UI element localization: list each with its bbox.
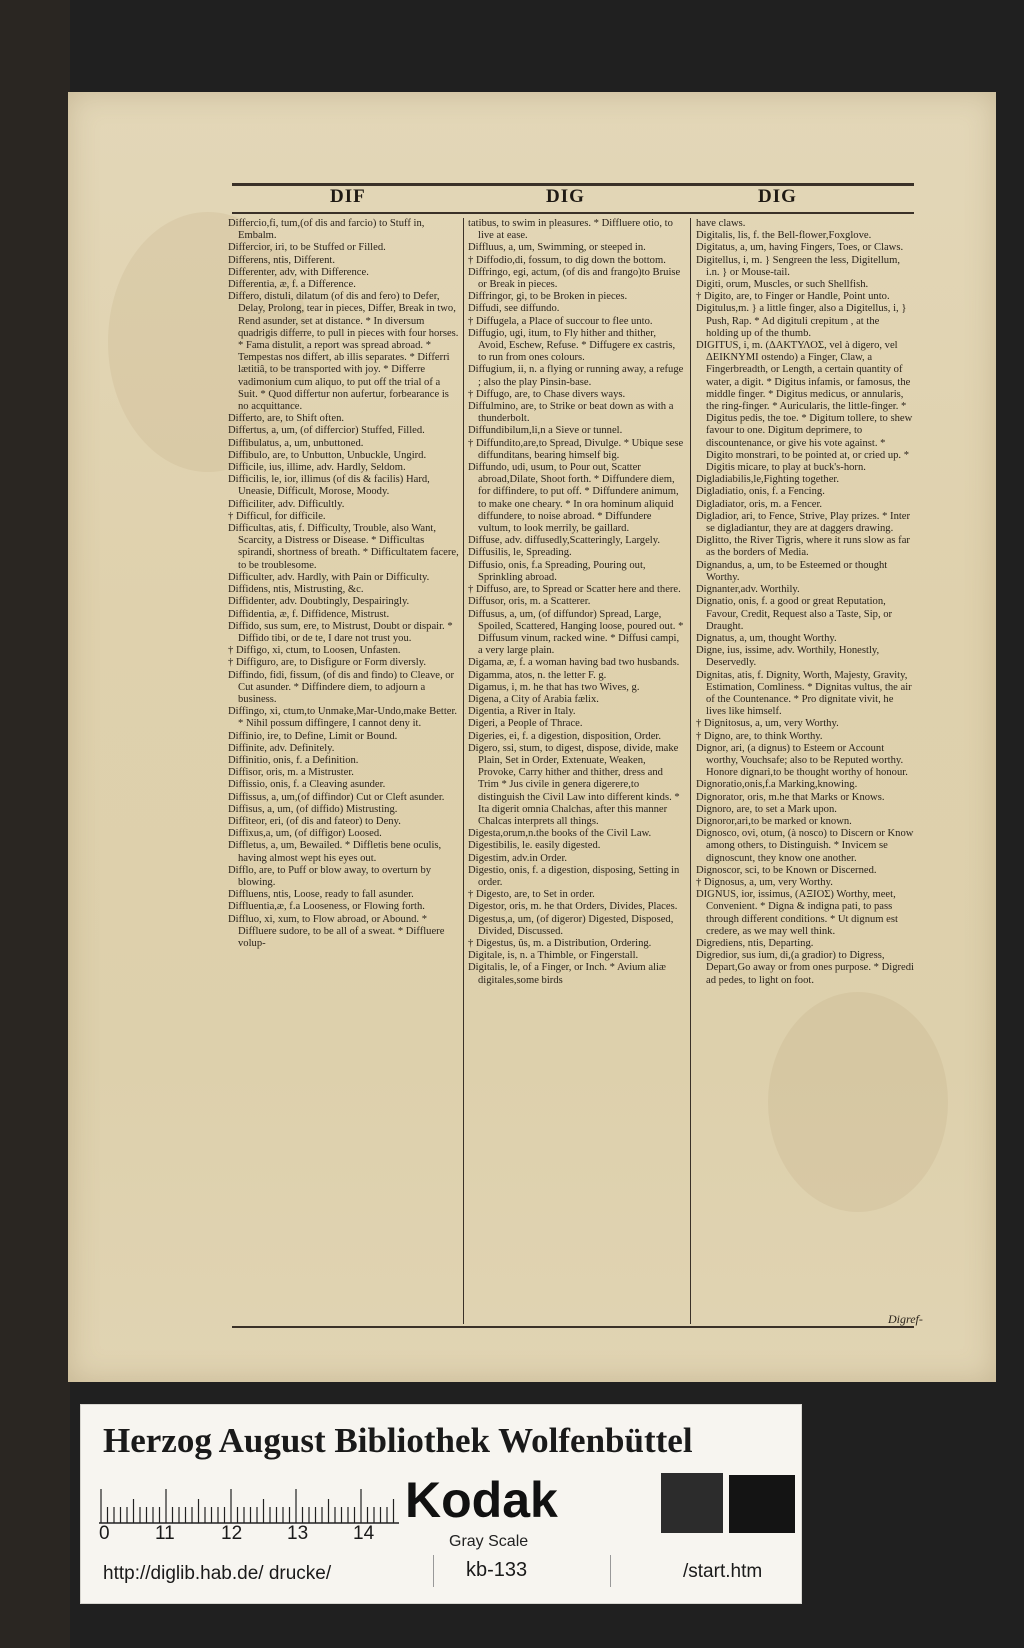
dictionary-entry: Diffringor, gi, to be Broken in pieces. xyxy=(468,291,628,303)
dictionary-entry: Diffusus, a, um, (of diffundor) Spread, Large, Spoiled, Scattered, Hanging loose, poured out. * Diffusum vinum, racked wine. * Diffusi campi, a very large plain. xyxy=(468,608,684,657)
ruler-number: 13 xyxy=(287,1523,309,1544)
dictionary-entry: Difficulter, adv. Hardly, with Pain or Difficulty. xyxy=(228,571,430,583)
dictionary-entry: † Digno, are, to think Worthy. xyxy=(696,730,823,742)
catchword: Digref- xyxy=(888,1312,923,1326)
dictionary-entry: Diffulmino, are, to Strike or beat down as with a thunderbolt. xyxy=(468,401,674,425)
dictionary-entry: † Diffugela, a Place of succour to flee unto. xyxy=(468,315,653,327)
dictionary-entry: Digitulus,m. } a little finger, also a Digitellus, i, } Push, Rap. * Ad digituli crepitum , at the holding up of the thumb. xyxy=(696,303,907,339)
ruler-scale xyxy=(99,1489,399,1525)
dictionary-entry: tatibus, to swim in pleasures. * Diffluere otio, to live at ease. xyxy=(468,218,673,242)
dictionary-entry: † Diffundito,are,to Spread, Divulge. * Ubique sese diffunditans, bearing himself big. xyxy=(468,437,684,461)
dictionary-entry: Digladiabilis,le,Fighting together. xyxy=(696,474,839,486)
dictionary-entry: Digestibilis, le. easily digested. xyxy=(468,840,601,852)
shelfmark-code: kb-133 xyxy=(466,1559,528,1581)
dictionary-entry: Diffringo, egi, actum, (of dis and frango)to Bruise or Break in pieces. xyxy=(468,266,681,291)
dictionary-entry: Digestim, adv.in Order. xyxy=(468,852,568,864)
dictionary-entry: Diffingo, xi, ctum,to Unmake,Mar-Undo,make Better. * Nihil possum diffingere, I cannot deny it. xyxy=(228,706,458,730)
dictionary-entry: Digitatus, a, um, having Fingers, Toes, or Claws. xyxy=(696,242,904,254)
dictionary-entry: Differentia, æ, f. a Difference. xyxy=(228,279,356,291)
dictionary-column-2 xyxy=(468,218,686,1324)
dictionary-entry: Diffusilis, le, Spreading. xyxy=(468,547,572,559)
dictionary-entry: Digena, a City of Arabia fælix. xyxy=(468,693,599,705)
dictionary-entry: DIGNUS, ior, issimus, (ΑΞΙΟΣ) Worthy, meet, Convenient. * Digna & indigna pati, to pass through different conditions. * Ut dignum est credere, as we may well think. xyxy=(696,889,898,937)
dictionary-entry: Digitalis, lis, f. the Bell-flower,Foxglove. xyxy=(696,230,872,242)
dictionary-entry: † Diffodio,di, fossum, to dig down the bottom. xyxy=(468,254,666,266)
dictionary-entry: Diffido, sus sum, ere, to Mistrust, Doubt or dispair. * Diffido tibi, or de te, I dare not trust you. xyxy=(228,620,453,644)
dictionary-entry: Differenter, adv, with Difference. xyxy=(228,266,369,278)
dictionary-entry: Difficilis, le, ior, illimus (of dis & facilis) Hard, Uneasie, Difficult, Morose, Moody. xyxy=(228,474,430,498)
dictionary-entry: Diffugio, ugi, itum, to Fly hither and thither, Avoid, Eschew, Refuse. * Diffugere ex castris, to run from ones colours. xyxy=(468,327,676,364)
dictionary-entry: Diffidenter, adv. Doubtingly, Despairingly. xyxy=(228,596,410,608)
ruler-numbers xyxy=(99,1523,409,1545)
dictionary-entry: Diffluens, ntis, Loose, ready to fall asunder. xyxy=(228,889,414,901)
dictionary-entry: Diffisus, a, um, (of diffido) Mistrusting. xyxy=(228,803,398,815)
dictionary-entry: Digestio, onis, f. a digestion, disposing, Setting in order. xyxy=(468,864,680,888)
dictionary-entry: † Digestus, ûs, m. a Distribution, Ordering. xyxy=(468,937,652,949)
dictionary-entry: Diffudi, see diffundo. xyxy=(468,303,560,315)
dictionary-entry: † Digito, are, to Finger or Handle, Point unto. xyxy=(696,291,890,303)
dictionary-entry: Digitellus, i, m. } Sengreen the less, Digitellum, i.n. } or Mouse-tail. xyxy=(696,254,900,278)
dictionary-entry: Digeri, a People of Thrace. xyxy=(468,718,583,730)
dictionary-entry: † Dignitosus, a, um, very Worthy. xyxy=(696,718,839,730)
ruler-number: 11 xyxy=(155,1523,175,1544)
dictionary-entry: Differtus, a, um, (of differcior) Stuffed, Filled. xyxy=(228,425,425,437)
dictionary-entry: Diffluus, a, um, Swimming, or steeped in. xyxy=(468,242,646,254)
dictionary-entry: Digiti, orum, Muscles, or such Shellfish. xyxy=(696,279,869,291)
kodak-logo-text: Kodak xyxy=(405,1472,558,1528)
dictionary-entry: † Diffugo, are, to Chase divers ways. xyxy=(468,388,626,400)
dictionary-entry: † Difficul, for difficile. xyxy=(228,510,326,522)
dictionary-entry: Differcio,fi, tum,(of dis and farcio) to Stuff in, Embalm. xyxy=(228,218,425,242)
bottom-rule xyxy=(232,1326,914,1328)
start-page-url: /start.htm xyxy=(683,1561,763,1582)
dictionary-entry: Digredior, sus ium, di,(a gradior) to Digress, Depart,Go away or from ones purpose. * Digredi ad pedes, to light on foot. xyxy=(696,950,914,986)
ruler-number: 12 xyxy=(221,1523,243,1544)
dictionary-entry: Dignoscor, sci, to be Known or Discerned. xyxy=(696,864,877,876)
dictionary-entry: Digitalis, le, of a Finger, or Inch. * Avium aliæ digitales,some birds xyxy=(468,962,666,986)
gray-scale-label: Gray Scale xyxy=(449,1533,529,1550)
dictionary-entry: Diffissus, a, um,(of diffindor) Cut or Cleft asunder. xyxy=(228,791,445,803)
dictionary-entry: Digamus, i, m. he that has two Wives, g. xyxy=(468,681,640,693)
running-head-center: DIG xyxy=(546,186,585,207)
dictionary-entry: Difficultas, atis, f. Difficulty, Trouble, also Want, Scarcity, a Distress or Disease. * Difficultas spirandi, shortness of breath. * Difficultatem facere, to be troublesome. xyxy=(228,523,459,571)
dictionary-entry: Dignatus, a, um, thought Worthy. xyxy=(696,632,837,644)
dictionary-entry: Digitale, is, n. a Thimble, or Fingerstall. xyxy=(468,950,639,962)
dictionary-entry: Differo, distuli, dilatum (of dis and fero) to Defer, Delay, Prolong, tear in pieces, Differ, Break in two, Rend asunder, set at distance. * In diversum quadrigis differre, to pull in pieces with four horses. * Fama distulit, a report was spread abroad. * Tempestas nos differt, ab illis separates. * Differri lætitiâ, to be transported with joy. * Differre vadimonium cum aliquo, to put off the trial of a Suit. * Quod differtur non aufertur, forbearance is no acquittance. xyxy=(228,291,459,413)
dictionary-entry: Diffixus,a, um, (of diffigor) Loosed. xyxy=(228,828,382,840)
dictionary-entry: Diffidens, ntis, Mistrusting, &c. xyxy=(228,584,364,596)
dictionary-entry: Diffindo, fidi, fissum, (of dis and findo) to Cleave, or Cut asunder. * Diffindere diem, to adjourn a business. xyxy=(228,669,455,705)
digital-library-url: http://diglib.hab.de/ drucke/ xyxy=(103,1563,332,1584)
dictionary-entry: Digne, ius, issime, adv. Worthily, Honestly, Deservedly. xyxy=(696,645,880,669)
dictionary-entry: Diffissio, onis, f. a Cleaving asunder. xyxy=(228,779,386,791)
dictionary-entry: Diffuse, adv. diffusedly,Scatteringly, Largely. xyxy=(468,535,661,547)
ruler-number: 0 xyxy=(99,1523,110,1544)
dictionary-entry: Diffundo, udi, usum, to Pour out, Scatter abroad,Dilate, Shoot forth. * Diffundere diem, for diffindere, to put off. * Diffundere animum, to make one cheary. * In ora hominum aliquid diffundere, to noise abroad. * Diffundere vultum, to look merrily, be gaillard. xyxy=(468,462,679,535)
dictionary-entry: Digladior, ari, to Fence, Strive, Play prizes. * Inter se digladiantur, they are at daggers drawing. xyxy=(696,510,911,535)
dictionary-entry: † Diffiguro, are, to Disfigure or Form diversly. xyxy=(228,657,427,669)
dictionary-entry: Differens, ntis, Different. xyxy=(228,254,335,266)
gray-patch-black xyxy=(729,1475,795,1533)
dictionary-entry: Dignosco, ovi, otum, (à nosco) to Discern or Know among others, to Distinguish. * Invicem se dignoscunt, they know one another. xyxy=(696,828,914,864)
column-divider xyxy=(463,218,464,1324)
dictionary-entry: † Diffuso, are, to Spread or Scatter here and there. xyxy=(468,584,681,596)
header-rule xyxy=(232,212,914,214)
dictionary-entry: Diffluo, xi, xum, to Flow abroad, or Abound. * Diffluere sudore, to be all of a sweat. * Diffluere volup- xyxy=(228,913,445,949)
dictionary-entry: Digero, ssi, stum, to digest, dispose, divide, make Plain, Set in Order, Extenuate, Weaken, Provoke, Carry hither and thither, dress and Trim * Jus civile in genera digerere,to distinguish the Civil Law into different kinds. * Ita digerit omnia Chalchas, after this manner Chalcas interprets all things. xyxy=(468,742,680,827)
dictionary-entry: Diglitto, the River Tigris, where it runs slow as far as the borders of Media. xyxy=(696,535,910,559)
dictionary-entry: Dignor, ari, (a dignus) to Esteem or Account worthy, Vouchsafe; also to be Reputed worthy. Honore dignari,to be thought worthy of honour. xyxy=(696,742,908,779)
dictionary-entry: Difficile, ius, illime, adv. Hardly, Seldom. xyxy=(228,462,406,474)
dictionary-entry: † Digesto, are, to Set in order. xyxy=(468,889,595,901)
dictionary-entry: Diffibulo, are, to Unbutton, Unbuckle, Ungird. xyxy=(228,449,427,461)
dictionary-entry: Digamma, atos, n. the letter F. g. xyxy=(468,669,607,681)
running-head-left: DIF xyxy=(330,186,366,207)
scan-background xyxy=(0,0,70,1648)
dictionary-entry: Digladiator, oris, m. a Fencer. xyxy=(696,498,823,510)
dictionary-entry: Diffibulatus, a, um, unbuttoned. xyxy=(228,437,364,449)
dictionary-entry: Diffinio, ire, to Define, Limit or Bound. xyxy=(228,730,398,742)
dictionary-entry: Digrediens, ntis, Departing. xyxy=(696,937,814,949)
dictionary-entry: Dignitas, atis, f. Dignity, Worth, Majesty, Gravity, Estimation, Comliness. * Dignitas vultus, the air of the Countenance. * Pro dignitate vivit, he lives like himself. xyxy=(696,669,912,718)
dictionary-entry: Diffinite, adv. Definitely. xyxy=(228,742,335,754)
dictionary-entry: Digladiatio, onis, f. a Fencing. xyxy=(696,486,825,498)
dictionary-entry: Digama, æ, f. a woman having bad two husbands. xyxy=(468,657,680,669)
dictionary-entry: Diffusio, onis, f.a Spreading, Pouring out, Sprinkling abroad. xyxy=(468,559,646,583)
dictionary-entry: Differto, are, to Shift often. xyxy=(228,413,345,425)
dictionary-entry: Digentia, a River in Italy. xyxy=(468,706,576,718)
dictionary-entry: Diffletus, a, um, Bewailed. * Diffletis bene oculis, having almost wept his eyes out. xyxy=(228,840,442,864)
dictionary-entry: Digeries, ei, f. a digestion, disposition, Order. xyxy=(468,730,662,742)
dictionary-column-3 xyxy=(696,218,914,1324)
dictionary-entry: Digestor, oris, m. he that Orders, Divides, Places. xyxy=(468,901,678,913)
dictionary-entry: Diffugium, ii, n. a flying or running away, a refuge ; also the play Pinsin-base. xyxy=(468,364,684,388)
dictionary-entry: Diffidentia, æ, f. Diffidence, Mistrust. xyxy=(228,608,390,620)
dictionary-entry: Diffiteor, eri, (of dis and fateor) to Deny. xyxy=(228,815,401,827)
dictionary-entry: Diffusor, oris, m. a Scatterer. xyxy=(468,596,591,608)
dictionary-entry: Digestus,a, um, (of digeror) Digested, Disposed, Divided, Discussed. xyxy=(468,913,674,937)
dictionary-entry: † Diffigo, xi, ctum, to Loosen, Unfasten. xyxy=(228,645,401,657)
column-divider xyxy=(690,218,691,1324)
dictionary-entry: Difficiliter, adv. Difficultly. xyxy=(228,498,345,510)
dictionary-column-1 xyxy=(228,218,460,1324)
dictionary-entry: Dignoror,ari,to be marked or known. xyxy=(696,815,852,827)
dictionary-entry: DIGITUS, i, m. (ΔΑΚΤΥΛΟΣ, vel à digero, vel ΔΕΙΚΝΥΜΙ ostendo) a Finger, Claw, a Fingerbreadth, or Length, a certain quantity of water, a digit. * Digitus infamis, or famosus, the middle finger. * Digitus medicus, or annularis, the ring-finger. * Auricularis, the little-finger. * Digitus pedis, the toe. * Digitum tollere, to shew favour to one. Digitum deprimere, to discountenance, or give his vote against. * Digito monstrari, to be pointed at, or cried up. * Digitis micare, to play at buck's-horn. xyxy=(696,340,913,474)
dictionary-entry: Diffundibilum,li,n a Sieve or tunnel. xyxy=(468,425,623,437)
dictionary-entry: Digesta,orum,n.the books of the Civil Law. xyxy=(468,828,652,840)
library-name: Herzog August Bibliothek Wolfenbüttel xyxy=(103,1421,693,1460)
dictionary-entry: Dignanter,adv. Worthily. xyxy=(696,584,800,596)
running-head-right: DIG xyxy=(758,186,797,207)
dictionary-entry: Dignoratio,onis,f.a Marking,knowing. xyxy=(696,779,858,791)
dictionary-entry: Diffluentia,æ, f.a Looseness, or Flowing forth. xyxy=(228,901,425,913)
dictionary-entry: Dignandus, a, um, to be Esteemed or thought Worthy. xyxy=(696,559,888,583)
dictionary-entry: Diffinitio, onis, f. a Definition. xyxy=(228,754,359,766)
ruler-number: 14 xyxy=(353,1523,375,1544)
dictionary-entry: Differcior, iri, to be Stuffed or Filled. xyxy=(228,242,386,254)
dictionary-entry: have claws. xyxy=(696,218,746,229)
dictionary-entry: Dignoro, are, to set a Mark upon. xyxy=(696,803,837,815)
dictionary-entry: Dignorator, oris, m.he that Marks or Knows. xyxy=(696,791,885,803)
dictionary-entry: Difflo, are, to Puff or blow away, to overturn by blowing. xyxy=(228,864,432,888)
library-color-card xyxy=(80,1404,802,1604)
dictionary-entry: † Dignosus, a, um, very Worthy. xyxy=(696,876,833,888)
dictionary-entry: Dignatio, onis, f. a good or great Reputation, Favour, Credit, Request also a Taste, Sip, or Draught. xyxy=(696,596,893,632)
gray-patch-dark xyxy=(661,1473,723,1533)
dictionary-entry: Diffisor, oris, m. a Mistruster. xyxy=(228,767,354,779)
